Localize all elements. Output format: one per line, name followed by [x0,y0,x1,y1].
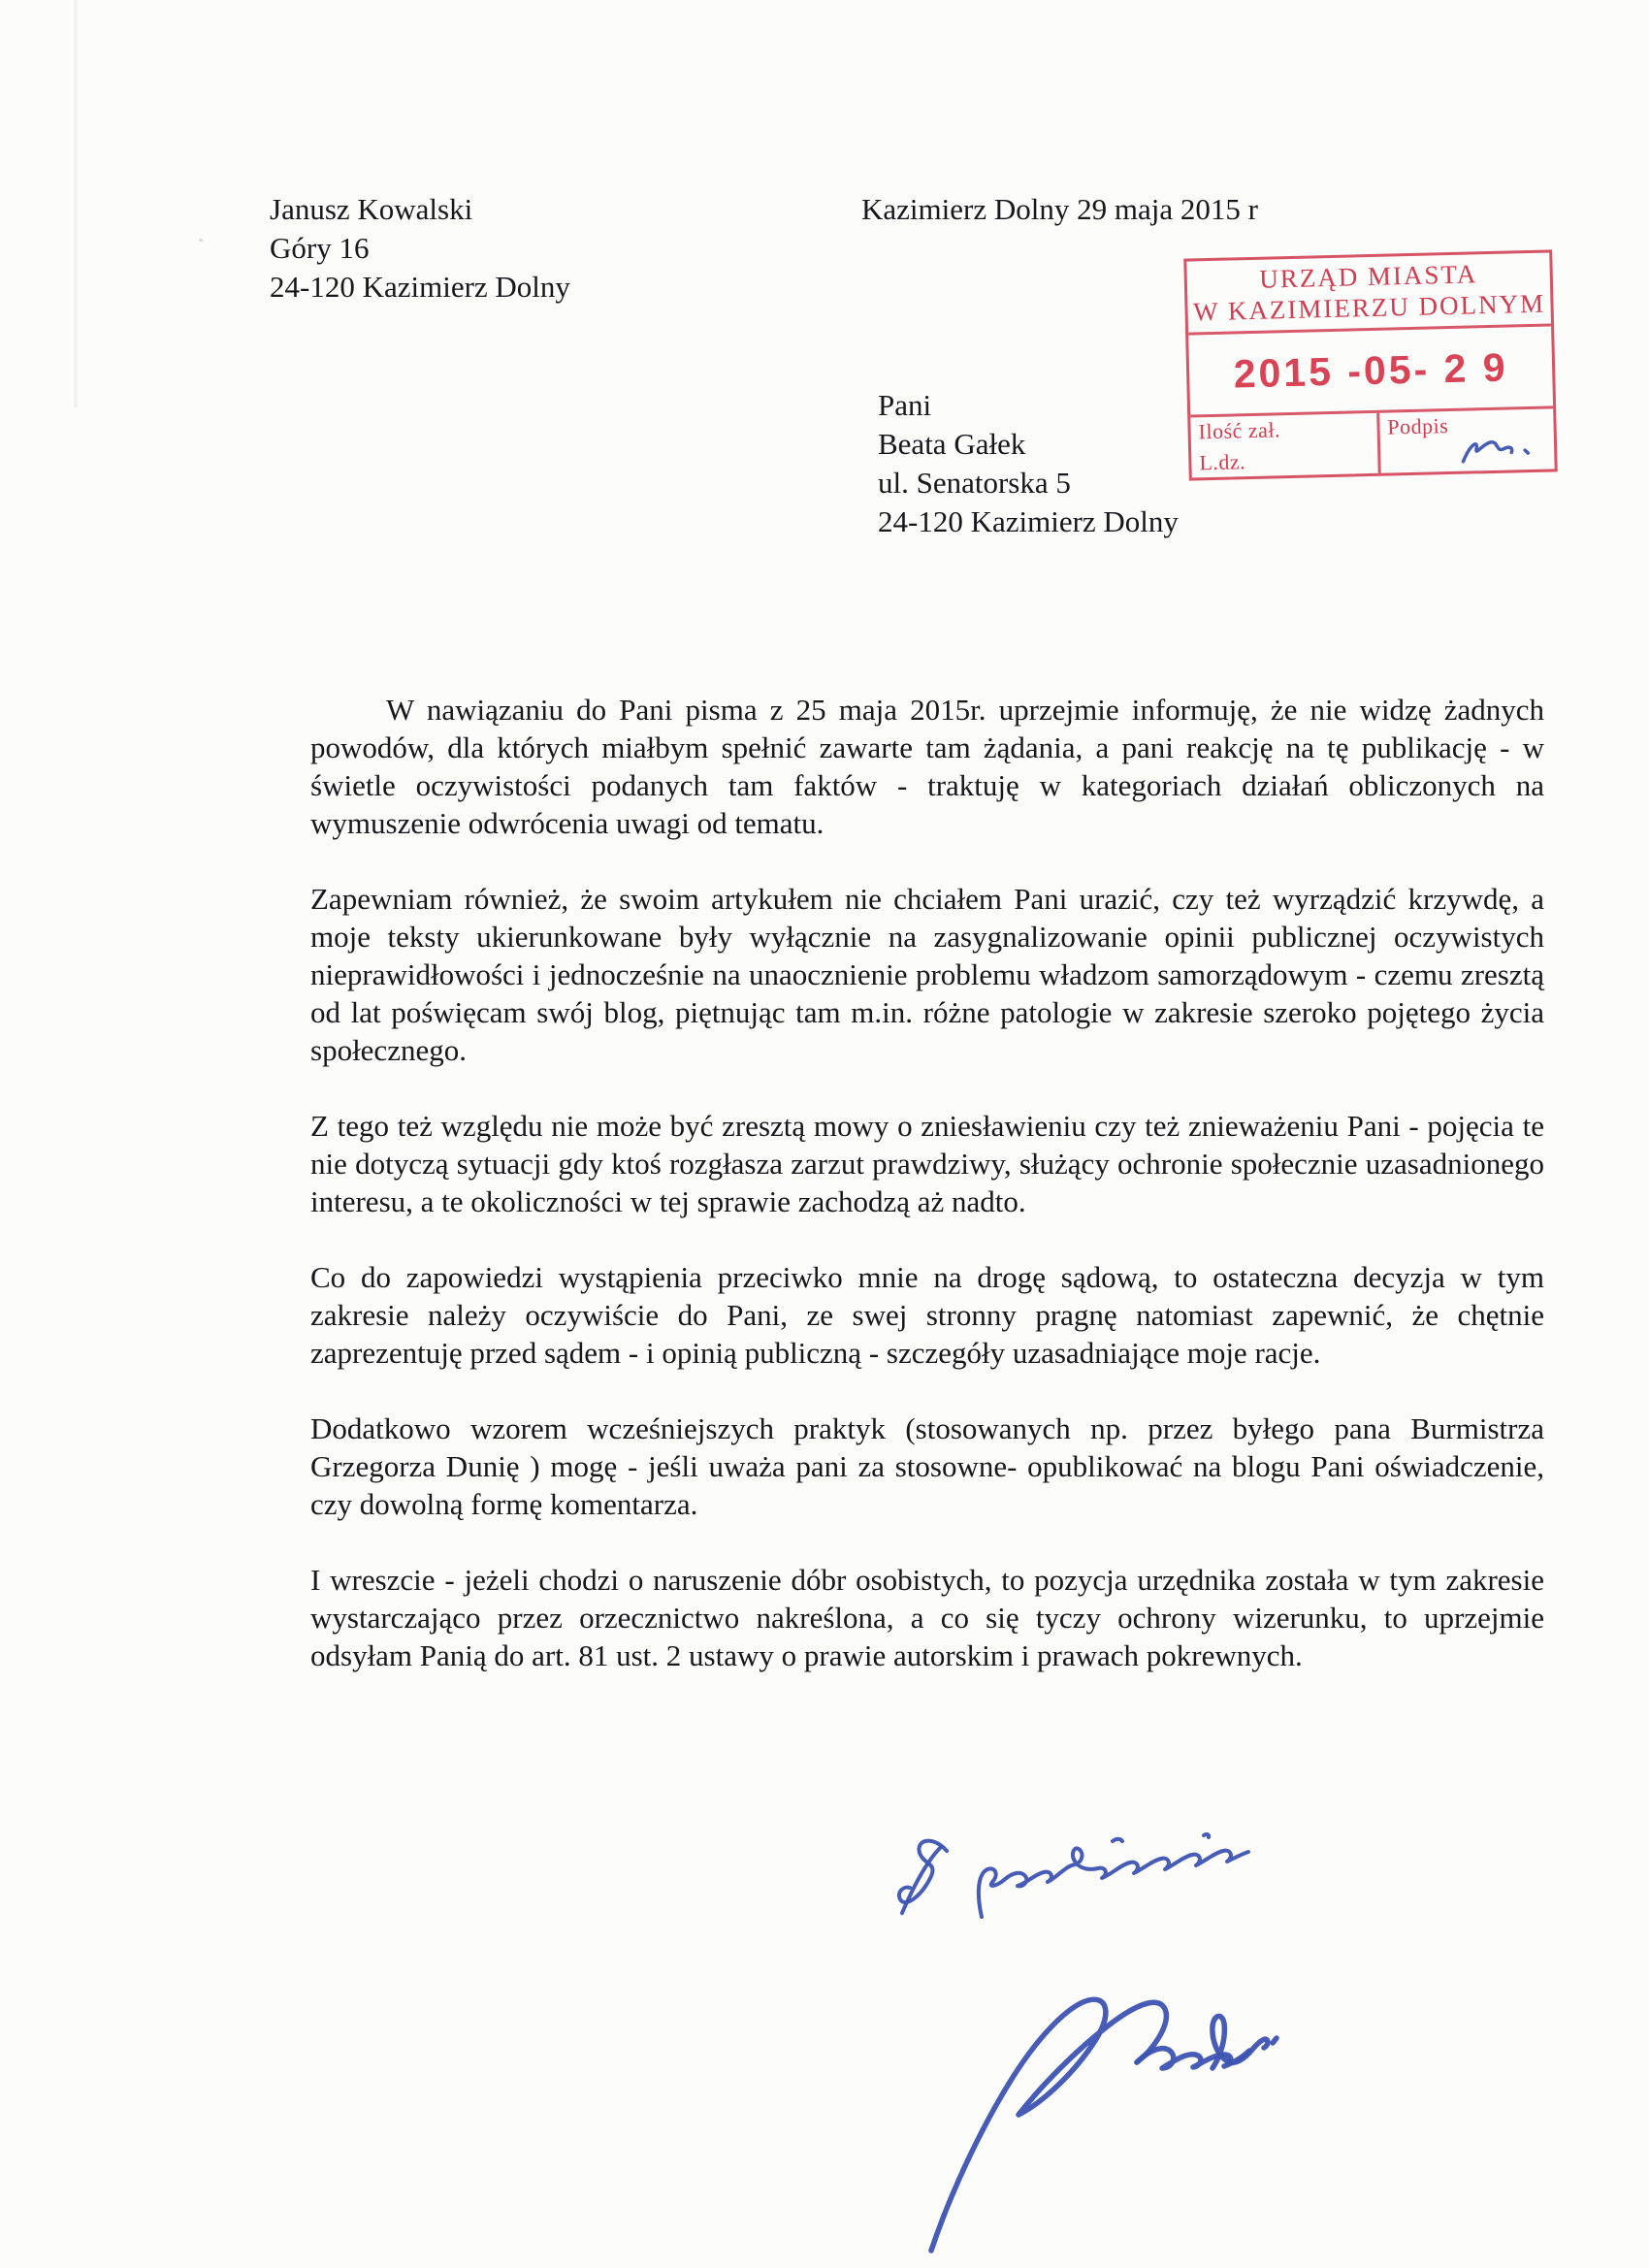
sender-block [270,190,570,307]
recipient-name: Beata Gałek [878,427,1026,461]
scan-speck [199,239,203,242]
sender-street: Góry 16 [270,231,370,265]
stamp-office-name [1186,252,1551,335]
stamp-date: 2015 -05- 2 9 [1233,344,1509,396]
stamp-ref-number-label: L.dz. [1199,449,1246,475]
recipient-city: 24-120 Kazimierz Dolny [878,504,1179,538]
handwritten-signature [931,1999,1277,2251]
recipient-block [878,386,1179,541]
stamp-signature-label: Podpis [1387,413,1449,439]
sender-city: 24-120 Kazimierz Dolny [270,270,570,304]
stamp-office-line2: W KAZIMIERZU DOLNYM [1192,288,1546,327]
recipient-street: ul. Senatorska 5 [878,466,1071,500]
body-paragraph: I wreszcie - jeżeli chodzi o naruszenie dóbr osobistych, to pozycja urzędnika została w tym zakresie wystarczająco przez orzecznictwo nakreślona, a co się tyczy ochrony wizerunku, to uprzejmie odsyłam Panią do art. 81 ust. 2 ustawy o prawie autorskim i prawach pokrewnych. [310,1563,1544,1672]
registry-stamp [1183,249,1557,480]
body-paragraph: Co do zapowiedzi wystąpienia przeciwko mnie na drogę sądową, to ostateczna decyzja w tym zakresie należy oczywiście do Pani, ze swej stronny pragnę natomiast zapewnić, że chętnie zaprezentuję przed sądem - i opinią publiczną - szczegóły uzasadniające moje racje. [310,1260,1544,1370]
stamp-cell-attachments [1190,413,1380,478]
valediction-handwriting [899,1834,1248,1917]
stamp-attachments-label: Ilość zał. [1198,417,1281,444]
scan-shadow [74,0,78,407]
scan-speck [1506,1127,1510,1131]
body-paragraph: Zapewniam również, że swoim artykułem nie chciałem Pani urazić, czy też wyrządzić krzywdę, a moje teksty ukierunkowane były wyłącznie na zasygnalizowanie opinii publicznej oczywistych nieprawidłowości i jednocześnie na unaocznienie problemu władzom samorządowym - czemu zresztą od lat poświęcam swój blog, piętnując tam m.in. różne patologie w zakresie szeroko pojętego życia społecznego. [310,882,1544,1067]
dateline: Kazimierz Dolny 29 maja 2015 r [861,192,1258,226]
body-paragraph: Z tego też względu nie może być zresztą mowy o zniesławieniu czy też znieważeniu Pani - pojęcia te nie dotyczą sytuacji gdy ktoś rozgłasza zarzut prawdziwy, służący ochronie społecznie uzasadnionego interesu, a te okoliczności w tej sprawie zachodzą aż nadto. [310,1109,1544,1218]
stamp-office-line1: URZĄD MIASTA [1258,259,1478,294]
stamp-cell-signature [1379,408,1555,472]
letter-body [310,691,1544,1712]
body-paragraph: W nawiązaniu do Pani pisma z 25 maja 2015r. uprzejmie informuję, że nie widzę żadnych powodów, dla których miałbym spełnić zawarte tam żądania, a pani reakcję na tę publikację - w świetle oczywistości podanych tam faktów - traktuję w kategoriach działań obliczonych na wymuszenie odwrócenia uwagi od tematu. [310,693,1544,840]
stamp-ink-initials [1459,431,1541,471]
body-paragraph: Dodatkowo wzorem wcześniejszych praktyk (stosowanych np. przez byłego pana Burmistrza Grzegorza Dunię ) mogę - jeśli uważa pani za stosowne- opublikować na blogu Pani oświadczenie, czy dowolną formę komentarza. [310,1411,1544,1521]
recipient-salutation: Pani [878,388,932,422]
handwritten-closing [873,1824,1436,2266]
stamp-bottom-row [1190,405,1554,477]
sender-name: Janusz Kowalski [270,192,473,226]
